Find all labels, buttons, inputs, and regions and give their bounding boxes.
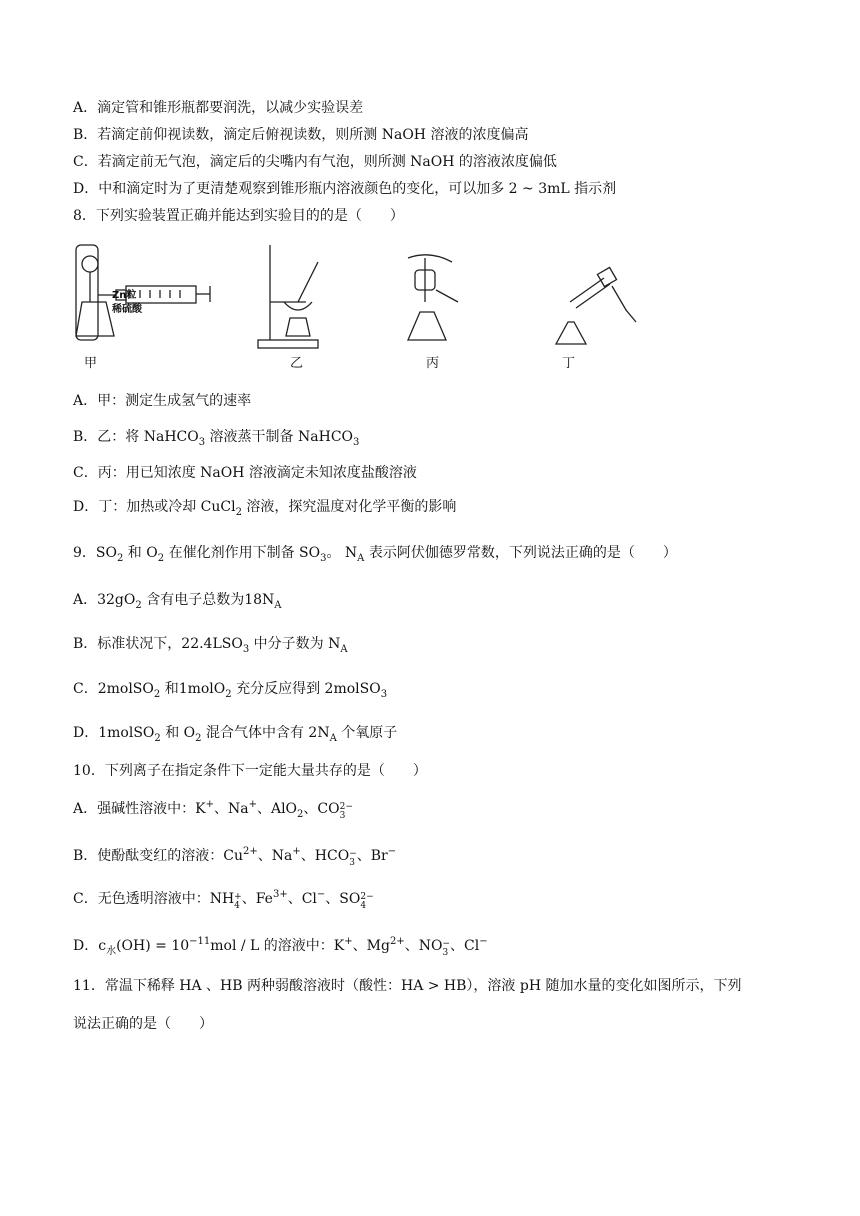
apparatus-ding-icon [556, 267, 636, 344]
q8-option-a: A．甲：测定生成氢气的速率 [73, 393, 252, 409]
q11-stem-line1: 11．常温下稀释 HA 、HB 两种弱酸溶液时（酸性：HA > HB），溶液 pH 随加水量的变化如图所示，下列 [73, 978, 742, 994]
label-jia: 甲 [84, 356, 98, 371]
q10-stem: 10．下列离子在指定条件下一定能大量共存的是（ ） [73, 763, 427, 779]
q9-option-b: B．标准状况下，$22.4LSO_3$ 中分子数为 $N_A$ [73, 636, 348, 655]
q9-stem: 9．$SO_2$ 和 $O_2$ 在催化剂作用下制备 $SO_3$。 $N_A$ 表示阿伏伽德罗常数，下列说法正确的是（ ） [73, 545, 677, 564]
q7-option-c: C．若滴定前无气泡，滴定后的尖嘴内有气泡，则所测 NaOH 的溶液浓度偏低 [73, 154, 557, 170]
q10-option-b: B．使酚酞变红的溶液：$Cu^{2+}$、Na+、HCO − 3 、Br− [73, 846, 397, 868]
q10-option-c: C．无色透明溶液中：NH + 4 、$Fe^{3+}$、Cl−、SO 2− 4 [73, 889, 374, 911]
q9-option-d: D．1molSO$_2$ 和 $O_2$ 混合气体中含有 $2N_A$ 个氧原子 [73, 725, 398, 744]
q11-stem-line2: 说法正确的是（ ） [73, 1016, 213, 1032]
label-yi: 乙 [290, 356, 304, 371]
zn-label: Zn粒 [112, 290, 137, 301]
apparatus-yi-icon [258, 245, 318, 348]
q7-option-a: A．滴定管和锥形瓶都要润洗，以减少实验误差 [73, 100, 364, 116]
q8-stem: 8．下列实验装置正确并能达到实验目的的是（ ） [73, 208, 404, 224]
q9-option-c: C．2molSO$_2$ 和1molO$_2$ 充分反应得到 2molSO$_3$ [73, 681, 388, 700]
label-bing: 丙 [426, 356, 440, 371]
q8-apparatus-figure [70, 240, 670, 372]
q8-option-c: C．丙：用已知浓度 NaOH 溶液滴定未知浓度盐酸溶液 [73, 465, 417, 481]
q10-option-a: A．强碱性溶液中：K+、Na+、AlO$_2$、CO 2− 3 [73, 799, 353, 821]
q7-option-b: B．若滴定前仰视读数，滴定后俯视读数，则所测 NaOH 溶液的浓度偏高 [73, 127, 529, 143]
q8-option-d: D．丁：加热或冷却 CuCl$_2$ 溶液，探究温度对化学平衡的影响 [73, 499, 457, 518]
q7-option-d: D．中和滴定时为了更清楚观察到锥形瓶内溶液颜色的变化，可以加多 2 ~ 3mL 指示剂 [73, 181, 617, 197]
acid-label: 稀硫酸 [112, 304, 142, 315]
q9-option-a: A．$32gO_2$ 含有电子总数为$18N_A$ [73, 592, 282, 611]
apparatus-jia-icon [76, 245, 210, 340]
apparatus-bing-icon [408, 255, 458, 340]
q8-option-b: B．乙：将 NaHCO$_3$ 溶液蒸干制备 NaHCO$_3$ [73, 429, 360, 448]
label-ding: 丁 [562, 356, 576, 371]
q10-option-d: D．$c_水(OH) = 10^{-11}mol / L$ 的溶液中：K+、$Mg^{2+}$、NO − 3 、Cl− [73, 936, 488, 958]
apparatus-drawing [70, 240, 670, 372]
